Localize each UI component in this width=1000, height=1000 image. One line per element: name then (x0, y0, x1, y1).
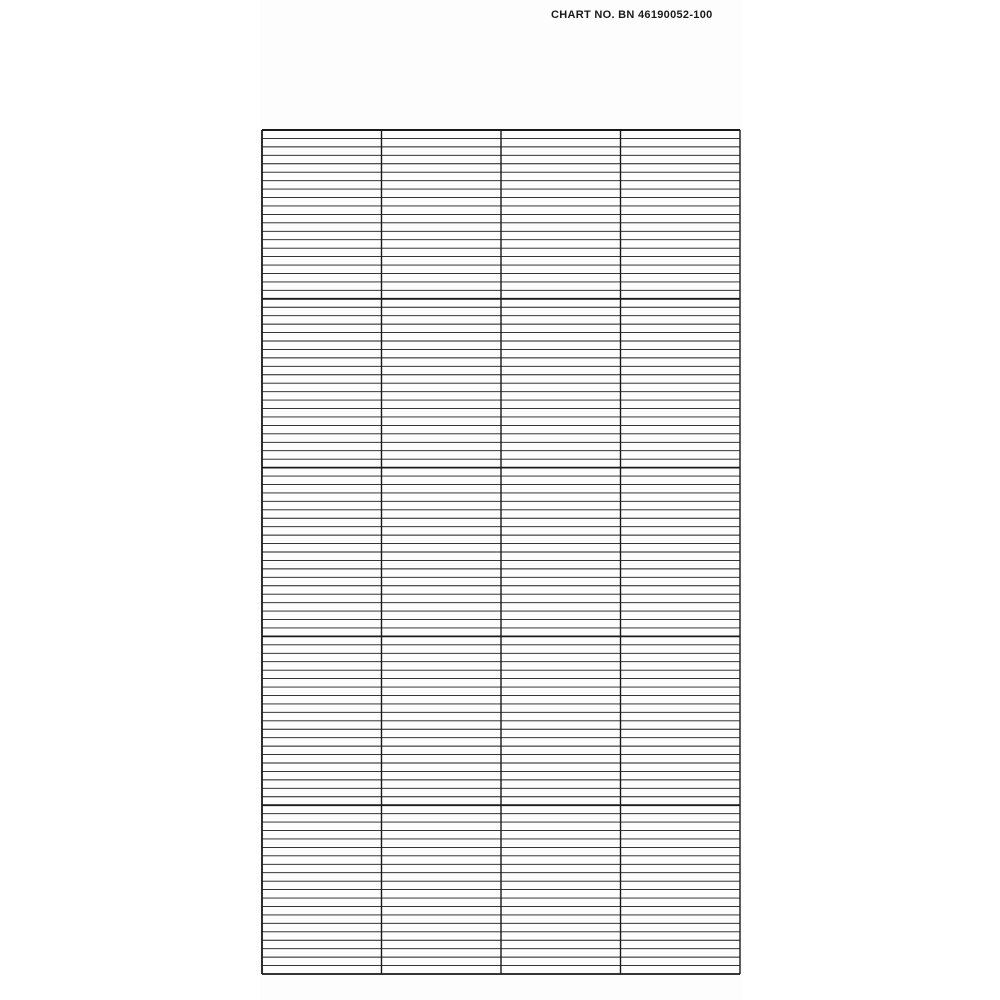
chart-number-label: CHART NO. BN 46190052-100 (551, 9, 713, 21)
